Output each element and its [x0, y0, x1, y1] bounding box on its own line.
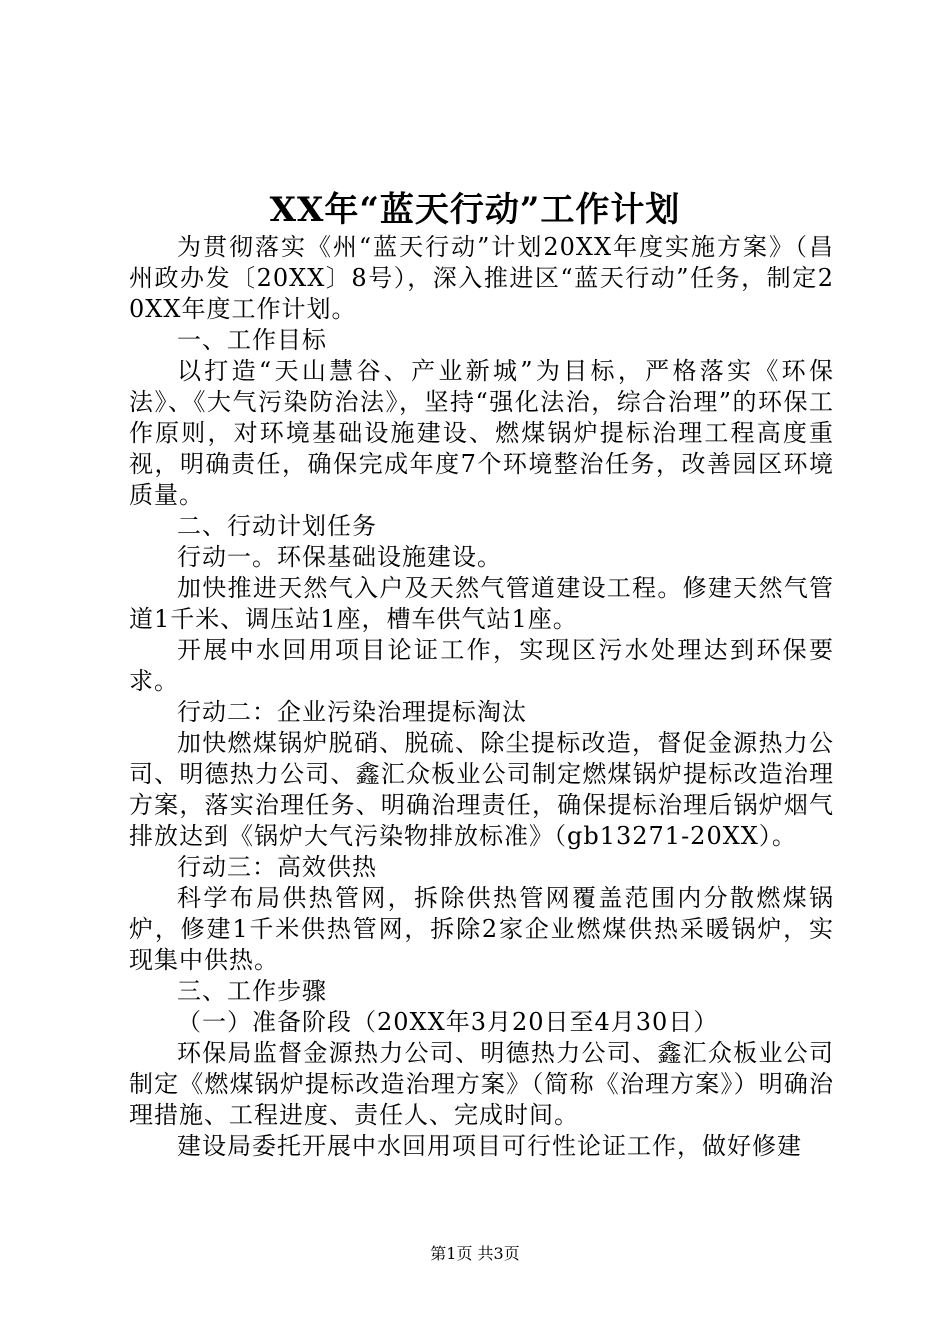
- subheading-action-one: 行动一。环保基础设施建设。: [177, 543, 502, 571]
- paragraph-heating: 科学布局供热管网，拆除供热管网覆盖范围内分散燃煤锅炉，修建1千米供热管网，拆除2家企业燃煤供热采暖锅炉，实现集中供热。: [129, 884, 834, 974]
- paragraph-boiler-upgrade: 加快燃煤锅炉脱硝、脱硫、除尘提标改造，督促金源热力公司、明德热力公司、鑫汇众板业公司制定燃煤锅炉提标改造治理方案，落实治理任务、明确治理责任，确保提标治理后锅炉烟气排放达到《锅炉大气污染物排放标准》（gb13271-20XX）。: [129, 729, 834, 850]
- paragraph-gas-pipeline: 加快推进天然气入户及天然气管道建设工程。修建天然气管道1千米、调压站1座，槽车供气站1座。: [129, 574, 834, 633]
- paragraph-goals: 以打造“天山慧谷、产业新城”为目标，严格落实《环保法》、《大气污染防治法》，坚持“强化法治，综合治理”的环保工作原则，对环境基础设施建设、燃煤锅炉提标治理工程高度重视，明确责任，确保完成年度7个环境整治任务，改善园区环境质量。: [129, 357, 834, 509]
- paragraph-intro: 为贯彻落实《州“蓝天行动”计划20XX年度实施方案》（昌州政办发〔20XX〕8号），深入推进区“蓝天行动”任务，制定20XX年度工作计划。: [129, 233, 834, 323]
- subheading-action-two: 行动二：企业污染治理提标淘汰: [177, 698, 527, 726]
- section-heading-tasks: 二、行动计划任务: [177, 512, 377, 540]
- paragraph-water-reuse: 开展中水回用项目论证工作，实现区污水处理达到环保要求。: [129, 636, 834, 695]
- document-body: [129, 232, 834, 1162]
- paragraph-supervision: 环保局监督金源热力公司、明德热力公司、鑫汇众板业公司制定《燃煤锅炉提标改造治理方案》（简称《治理方案》）明确治理措施、工程进度、责任人、完成时间。: [129, 1039, 834, 1129]
- document-title: XX年“蓝天行动”工作计划: [269, 190, 681, 230]
- section-heading-steps: 三、工作步骤: [177, 977, 327, 1005]
- subheading-preparation: （一）准备阶段（20XX年3月20日至4月30日）: [177, 1008, 719, 1036]
- page-footer: 第1页 共3页: [430, 1244, 520, 1263]
- subheading-action-three: 行动三：高效供热: [177, 853, 377, 881]
- section-heading-goals: 一、工作目标: [177, 326, 327, 354]
- paragraph-construction: 建设局委托开展中水回用项目可行性论证工作，做好修建: [177, 1132, 802, 1160]
